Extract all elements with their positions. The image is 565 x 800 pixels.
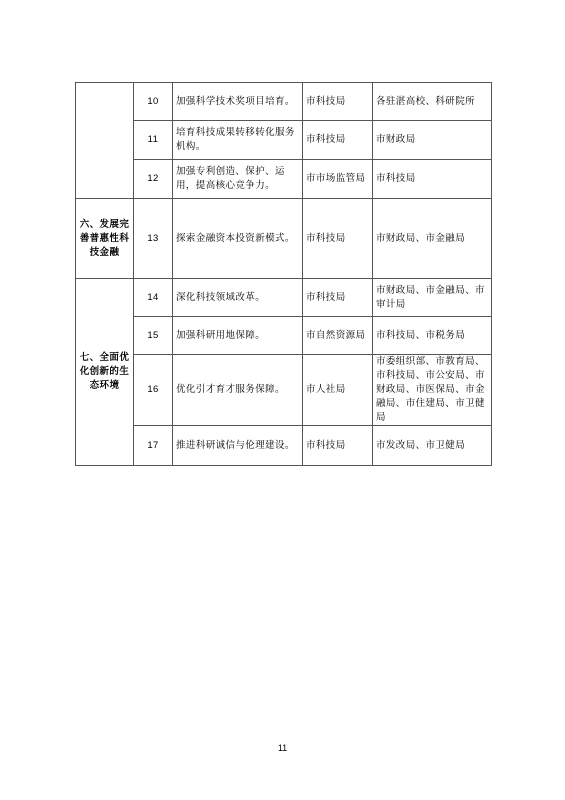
table-row [76,121,492,160]
coop-units: 各驻湛高校、科研院所 [373,83,492,121]
row-number: 14 [134,279,173,317]
task-text: 优化引才育才服务保障。 [173,355,303,426]
lead-unit: 市自然资源局 [303,317,373,355]
coop-units: 市科技局 [373,160,492,199]
category-cell: 六、发展完善普惠性科技金融 [76,199,134,279]
task-table [75,82,492,466]
lead-unit: 市科技局 [303,279,373,317]
row-number: 15 [134,317,173,355]
table-row [76,160,492,199]
coop-units: 市科技局、市税务局 [373,317,492,355]
row-number: 11 [134,121,173,160]
lead-unit: 市科技局 [303,83,373,121]
row-number: 13 [134,199,173,279]
lead-unit: 市科技局 [303,426,373,466]
lead-unit: 市科技局 [303,199,373,279]
category-cell: 七、全面优化创新的生态环境 [76,279,134,466]
table-row [76,199,492,279]
table-row [76,279,492,317]
page-number: 11 [277,743,288,753]
lead-unit: 市人社局 [303,355,373,426]
coop-units: 市财政局、市金融局 [373,199,492,279]
row-number: 16 [134,355,173,426]
table-row [76,317,492,355]
row-number: 17 [134,426,173,466]
lead-unit: 市市场监管局 [303,160,373,199]
task-text: 加强科研用地保障。 [173,317,303,355]
table-row [76,426,492,466]
task-text: 探索金融资本投资新模式。 [173,199,303,279]
category-cell [76,83,134,199]
task-text: 加强科学技术奖项目培育。 [173,83,303,121]
table-row [76,355,492,426]
coop-units: 市委组织部、市教育局、市科技局、市公安局、市财政局、市医保局、市金融局、市住建局、市卫健局 [373,355,492,426]
row-number: 12 [134,160,173,199]
task-text: 深化科技领域改革。 [173,279,303,317]
task-text: 培育科技成果转移转化服务机构。 [173,121,303,160]
row-number: 10 [134,83,173,121]
task-text: 加强专利创造、保护、运用，提高核心竞争力。 [173,160,303,199]
coop-units: 市发改局、市卫健局 [373,426,492,466]
table-row [76,83,492,121]
lead-unit: 市科技局 [303,121,373,160]
task-text: 推进科研诚信与伦理建设。 [173,426,303,466]
coop-units: 市财政局、市金融局、市审计局 [373,279,492,317]
coop-units: 市财政局 [373,121,492,160]
